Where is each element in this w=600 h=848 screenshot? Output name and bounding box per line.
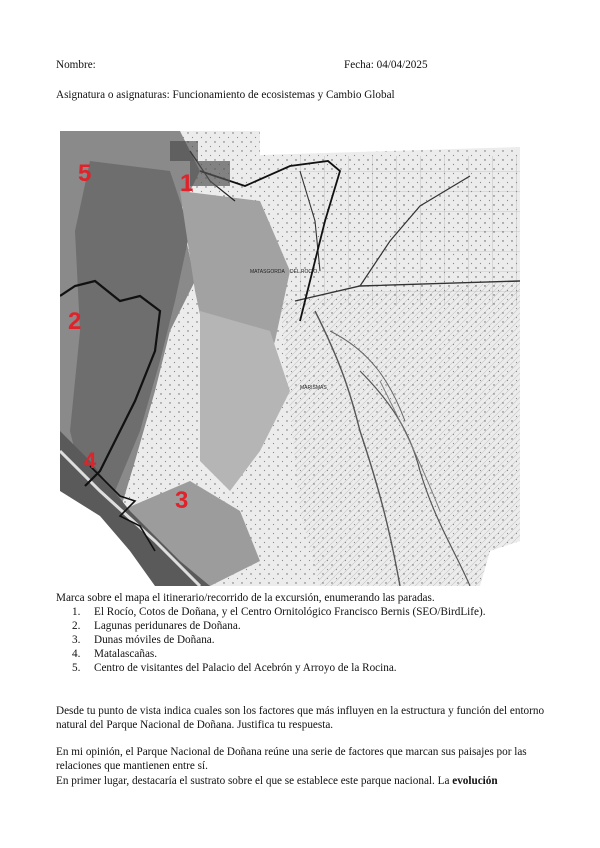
list-number: 3. (72, 634, 81, 646)
place-label: DEL ROCIO (290, 269, 318, 275)
list-number: 1. (72, 606, 81, 618)
list-text: Centro de visitantes del Palacio del Acebrón y Arroyo de la Rocina. (94, 662, 397, 674)
fecha-label: Fecha: 04/04/2025 (344, 59, 428, 71)
list-text: Matalascañas. (94, 648, 158, 660)
paragraph-text: En primer lugar, destacaría el sustrato sobre el que se establece este parque nacional. La (56, 775, 453, 787)
map-instructions: Marca sobre el mapa el itinerario/recorrido de la excursión, enumerando las paradas. (56, 592, 435, 604)
list-number: 4. (72, 648, 81, 660)
list-text: El Rocío, Cotos de Doñana, y el Centro Ornitológico Francisco Bernis (SEO/BirdLife). (94, 606, 486, 618)
nombre-label: Nombre: (56, 59, 96, 71)
asignatura-line: Asignatura o asignaturas: Funcionamiento de ecosistemas y Cambio Global (56, 89, 395, 101)
question-paragraph: Desde tu punto de vista indica cuales son los factores que más influyen en la estructura y función del entorno natural del Parque Nacional de Doñana. Justifica tu respuesta. (56, 705, 545, 731)
map-marker-1: 1 (180, 170, 194, 197)
bold-word: evolución (452, 775, 498, 787)
place-label: MATASGORDA (250, 269, 285, 275)
map-marker-3: 3 (175, 487, 189, 514)
map-marker-2: 2 (68, 308, 82, 335)
answer-paragraph-continued (56, 774, 576, 788)
map-marker-5: 5 (78, 160, 92, 187)
list-text: Dunas móviles de Doñana. (94, 634, 215, 646)
map-marker-4: 4 (84, 448, 97, 473)
place-label: MARISMAS (300, 385, 327, 391)
donana-map (60, 131, 520, 586)
list-number: 5. (72, 662, 81, 674)
list-number: 2. (72, 620, 81, 632)
list-text: Lagunas peridunares de Doñana. (94, 620, 241, 632)
map-drawing (60, 131, 520, 586)
answer-paragraph: En mi opinión, el Parque Nacional de Doñana reúne una serie de factores que marcan sus paisajes por las relaciones que mantienen entre sí. (56, 746, 527, 772)
